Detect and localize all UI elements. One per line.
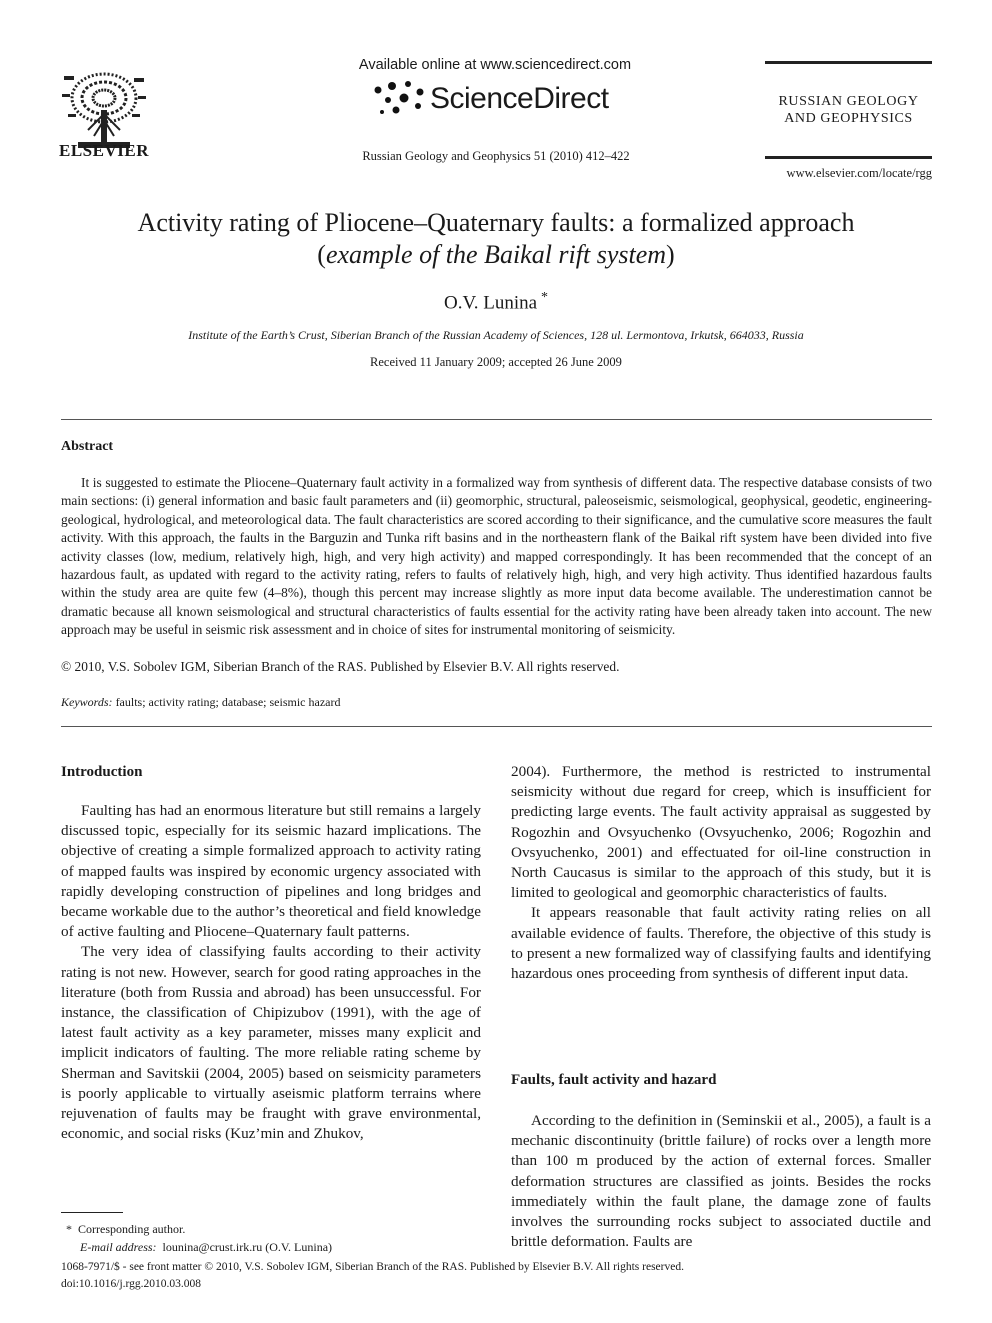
divider-bottom bbox=[61, 726, 932, 727]
footnote-corresponding bbox=[66, 1222, 185, 1237]
right-column bbox=[511, 762, 931, 984]
journal-name-line1: RUSSIAN GEOLOGY bbox=[778, 94, 919, 109]
footnote-corresponding-text: Corresponding author. bbox=[78, 1222, 186, 1236]
abstract-body bbox=[61, 474, 932, 640]
journal-reference: Russian Geology and Geophysics 51 (2010) 412–422 bbox=[362, 149, 630, 163]
elsevier-wordmark: ELSEVIER bbox=[59, 141, 149, 160]
section2-paragraph-1: According to the definition in (Seminskii et al., 2005), a fault is a mechanic discontinuity (brittle failure) of rocks over a length more than 100 m produced by the action of external forces. Smaller deformation structures are classified as joints. Besides the rocks immediately within the fault plane, the damage zone of faults involves the surrounding rocks subject to associated ductile and brittle deformation. Faults are bbox=[511, 1112, 931, 1251]
article-subtitle: (example of the Baikal rift system) bbox=[317, 240, 675, 269]
journal-name-line2: AND GEOPHYSICS bbox=[784, 111, 913, 126]
abstract-copyright: © 2010, V.S. Sobolev IGM, Siberian Branch of the RAS. Published by Elsevier B.V. All rights reserved. bbox=[61, 659, 620, 674]
right-continuation: 2004). Furthermore, the method is restricted to instrumental seismicity without due regard for creep, which is insufficient for predicting large events. The fault activity appraisal as suggested by Rogozhin and Ovsyuchenko (Ovsyuchenko, 2006; Rogozhin and Ovsyuchenko, 2001) and effectuated for oil-line construction in North Caucasus is similar to the approach of this study, but it is limited to geological and geomorphic characteristics of faults. bbox=[511, 763, 931, 902]
sciencedirect-wordmark: ScienceDirect bbox=[430, 82, 609, 115]
journal-url[interactable]: www.elsevier.com/locate/rgg bbox=[786, 166, 932, 180]
author-name: O.V. Lunina bbox=[443, 292, 538, 314]
intro-paragraph-2: The very idea of classifying faults according to their activity rating is not new. However, search for good rating approaches in the literature (both from Russia and abroad) has been unsuccessful. For instance, the classification of Chipizubov (1991), with the age of latest fault activity as a key parameter, misses many explicit and implicit indicators of faulting. The more reliable rating scheme by Sherman and Savitskii (2004, 2005) based on seismicity parameters is poorly applicable to virtually aseismic platform terrains where rejuvenation of faults may be fraught with grave environmental, economic, and social risks (Kuz’min and Zhukov, bbox=[61, 943, 481, 1143]
issn-line: 1068-7971/$ - see front matter © 2010, V.S. Sobolev IGM, Siberian Branch of the RAS. Published by Elsevier B.V. All rights reserved. bbox=[61, 1261, 684, 1273]
email-label: E-mail address: bbox=[80, 1240, 157, 1254]
doi-line[interactable]: doi:10.1016/j.rgg.2010.03.008 bbox=[61, 1278, 202, 1290]
keywords-list: faults; activity rating; database; seismic hazard bbox=[115, 695, 341, 709]
abstract-heading: Abstract bbox=[61, 439, 114, 454]
email-address[interactable]: lounina@crust.irk.ru (O.V. Lunina) bbox=[162, 1240, 333, 1254]
keywords bbox=[61, 695, 340, 710]
corresponding-mark[interactable]: * bbox=[541, 290, 549, 305]
abstract-text: It is suggested to estimate the Pliocene–Quaternary fault activity in a formalized way from synthesis of different data. The respective database consists of two main sections: (i) general information and basic fault parameters and (ii) geomorphic, structural, paleoseismic, seismological, geophysical, geodetic, engineering-geological, hydrological, and meteorological data. The fault characteristics are scored according to their significance, and the cumulative score measures the fault activity. With this approach, the faults in the Barguzin and Tunka rift basins and in the northeastern flank of the Baikal rift system have been divided into five activity classes (low, medium, relatively high, high, and very high activity) and mapped correspondingly. It has been recommended that the concept of an hazardous fault, as updated with regard to the activity rating, refers to faults of relatively high, high, and very high activity. Thus identified hazardous faults within the study area are quite few (4–8%), though this percent may increase slightly as more input data become available. The underestimation cannot be dramatic because all known seismological and structural characteristics of faults essential for the activity rating have been already taken into account. The new approach may be useful in seismic risk assessment and in choice of sites for instrumental monitoring of seismicity. bbox=[61, 475, 932, 638]
section2-heading: Faults, fault activity and hazard bbox=[511, 1072, 717, 1088]
available-online-text: Available online at www.sciencedirect.com bbox=[358, 57, 632, 73]
left-column bbox=[61, 801, 481, 1144]
article-title-block bbox=[40, 207, 952, 271]
intro-paragraph-1: Faulting has had an enormous literature but still remains a largely discussed topic, especially for its seismic hazard implications. The objective of creating a simple formalized approach to activity rating of mapped faults was inspired by economic urgency associated with rapidly developing construction of pipelines and long bridges and became workable due to the author’s theoretical and field knowledge of active faulting and Pliocene–Quaternary fault patterns. bbox=[61, 802, 481, 941]
keywords-label: Keywords: bbox=[61, 695, 113, 709]
divider-top bbox=[61, 419, 932, 420]
author bbox=[40, 290, 952, 314]
footnote-rule bbox=[61, 1212, 123, 1213]
sciencedirect-dots-icon bbox=[370, 78, 430, 118]
right-paragraph-2: It appears reasonable that fault activity rating relies on all available evidence of faults. Therefore, the objective of this study is to present a new formalized way of classifying faults and identifying hazardous ones proceeding from synthesis of different input data. bbox=[511, 904, 931, 983]
introduction-heading: Introduction bbox=[61, 764, 143, 780]
footnote-email bbox=[80, 1240, 332, 1255]
received-dates: Received 11 January 2009; accepted 26 June 2009 bbox=[370, 355, 622, 369]
article-title: Activity rating of Pliocene–Quaternary faults: a formalized approach bbox=[137, 208, 855, 237]
affiliation: Institute of the Earth’s Crust, Siberian Branch of the Russian Academy of Sciences, 128 ul. Lermontova, Irkutsk, 664033, Russia bbox=[188, 328, 804, 342]
footnote-mark: * bbox=[66, 1222, 72, 1236]
journal-rule-top bbox=[765, 61, 932, 64]
journal-rule-bottom bbox=[765, 156, 932, 159]
journal-name bbox=[765, 93, 932, 127]
section2-body bbox=[511, 1111, 931, 1252]
